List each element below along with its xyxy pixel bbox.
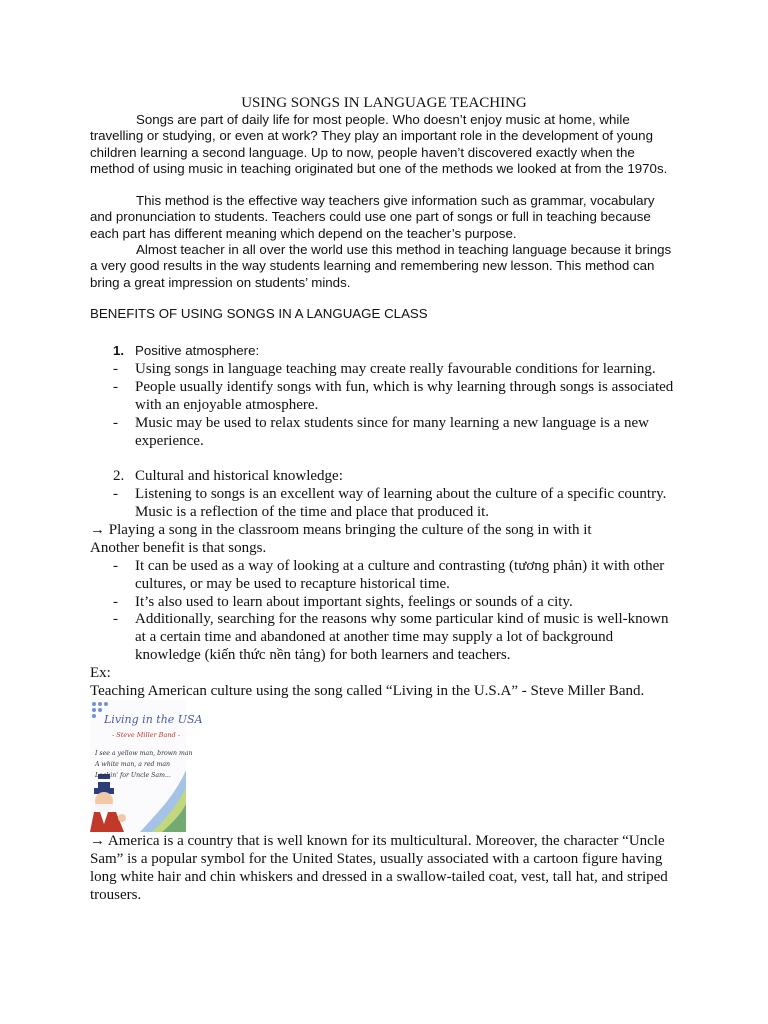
another-benefit-line: Another benefit is that songs.	[90, 540, 267, 556]
list-item-text: Using songs in language teaching may create really favourable conditions for learning.	[135, 361, 656, 377]
poster-subtitle: - Steve Miller Band -	[112, 731, 180, 739]
document-title: USING SONGS IN LANGUAGE TEACHING	[241, 95, 527, 111]
section-2-number: 2.	[113, 468, 125, 484]
section-2-title: Cultural and historical knowledge:	[135, 468, 343, 484]
poster-lyric-3: Lookin' for Uncle Sam...	[95, 772, 171, 779]
arrow-note: → Playing a song in the classroom means bringing the culture of the song in with it	[90, 522, 592, 538]
song-poster-image	[90, 700, 203, 832]
bullet-dash: -	[113, 361, 118, 377]
benefits-heading: BENEFITS OF USING SONGS IN A LANGUAGE CLASS	[90, 306, 428, 321]
bullet-dash: -	[113, 594, 118, 610]
bullet-dash: -	[113, 486, 118, 502]
intro-paragraph-2: This method is the effective way teachers give information such as grammar, vocabulary and pronunciation to students. Teachers could use one part of songs or full in teaching because each part has different meaning which depend on the teacher’s purpose.	[90, 193, 655, 241]
example-label: Ex:	[90, 665, 111, 681]
list-item-text: People usually identify songs with fun, which is why learning through songs is associated with an enjoyable atmosphere.	[135, 379, 674, 413]
poster-lyric-2: A white man, a red man	[95, 761, 171, 768]
section-1-number: 1.	[113, 343, 125, 358]
bullet-dash: -	[113, 379, 118, 395]
list-item-text: It can be used as a way of looking at a culture and contrasting (tương phản) it with other cultures, or may be used to recapture historical time.	[135, 558, 665, 592]
list-item-text: Music may be used to relax students since for many learning a new language is a new experience.	[135, 415, 650, 449]
poster-lyric-1: I see a yellow man, brown man	[95, 750, 193, 757]
intro-paragraph-3: Almost teacher in all over the world use this method in teaching language because it brings a very good results in the way students learning and remembering new lesson. This method can bring a great impression on students’ minds.	[90, 242, 672, 290]
conclusion-paragraph: → America is a country that is well known for its multicultural. Moreover, the character “Uncle Sam” is a popular symbol for the United States, usually associated with a cartoon figure having long white hair and chin whiskers and dressed in a swallow-tailed coat, vest, tall hat, and striped trousers.	[90, 833, 668, 903]
bullet-dash: -	[113, 611, 118, 627]
example-text: Teaching American culture using the song called “Living in the U.S.A” - Steve Miller Band.	[90, 683, 645, 699]
bullet-dash: -	[113, 558, 118, 574]
list-item-text: Listening to songs is an excellent way of learning about the culture of a specific country. Music is a reflection of the time and place that produced it.	[135, 486, 667, 520]
list-item-text: It’s also used to learn about important sights, feelings or sounds of a city.	[135, 594, 573, 610]
intro-paragraph-1: Songs are part of daily life for most people. Who doesn’t enjoy music at home, while travelling or studying, or even at work? They play an important role in the development of young children learning a second language. Up to now, people haven’t discovered exactly when the method of using music in teaching originated but one of the methods we looked at from the 1970s.	[90, 112, 668, 176]
list-item-text: Additionally, searching for the reasons why some particular kind of music is well-known at a certain time and abandoned at another time may supply a lot of background knowledge (kiến thức nền tảng) for both learners and teachers.	[135, 611, 669, 663]
section-1-title: Positive atmosphere:	[135, 343, 260, 358]
bullet-dash: -	[113, 415, 118, 431]
poster-title: Living in the USA	[104, 713, 203, 726]
